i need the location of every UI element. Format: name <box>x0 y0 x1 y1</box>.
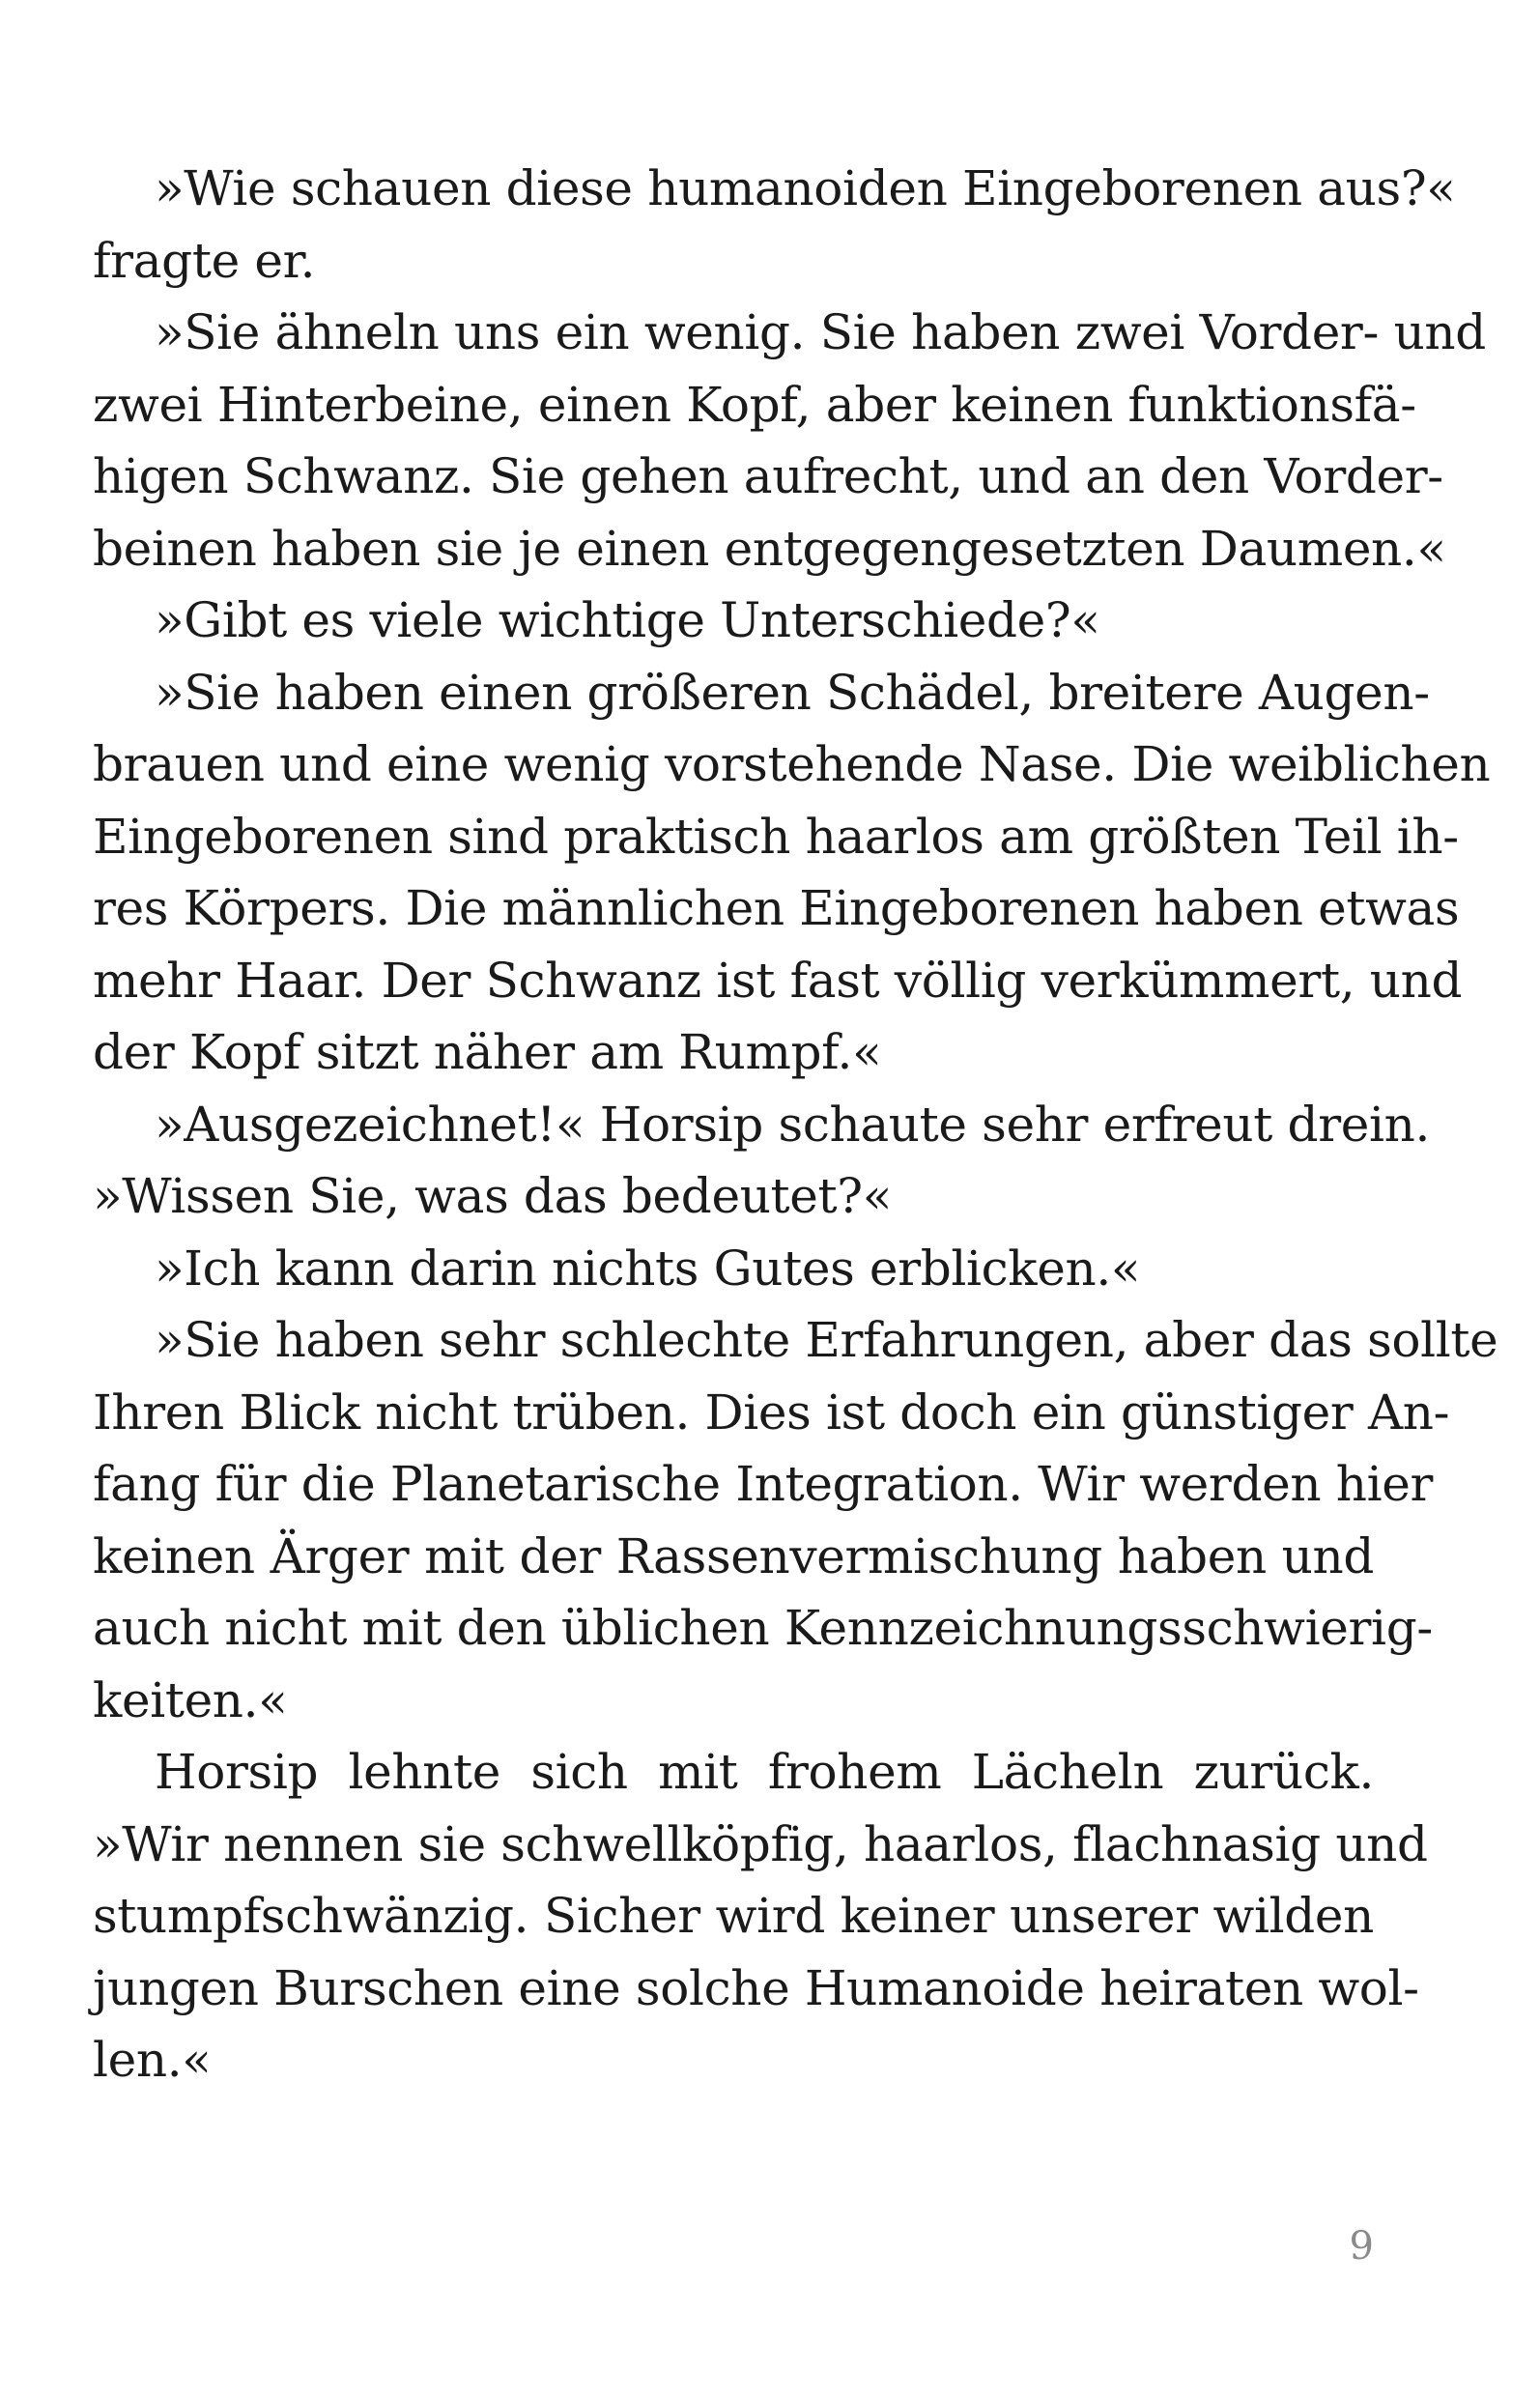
text-line: stumpfschwänzig. Sicher wird keiner unserer wilden <box>93 1888 1374 1944</box>
text-line: »Sie ähneln uns ein wenig. Sie haben zwei Vorder- und <box>155 304 1486 360</box>
text-line: res Körpers. Die männlichen Eingeborenen haben etwas <box>93 880 1460 936</box>
text-line: »Wir nennen sie schwellköpfig, haarlos, flachnasig und <box>93 1815 1428 1872</box>
text-line: brauen und eine wenig vorstehende Nase. Die weiblichen <box>93 736 1491 792</box>
text-line: beinen haben sie je einen entgegengesetzten Daumen.« <box>93 520 1446 577</box>
text-line: len.« <box>93 2032 212 2088</box>
text-line: higen Schwanz. Sie gehen aufrecht, und an den Vorder- <box>93 448 1443 504</box>
text-line: »Wie schauen diese humanoiden Eingeborenen aus?« <box>155 160 1456 216</box>
text-line: auch nicht mit den üblichen Kennzeichnungsschwierig- <box>93 1600 1433 1656</box>
text-line: fang für die Planetarische Integration. Wir werden hier <box>93 1456 1434 1512</box>
text-line: »Ausgezeichnet!« Horsip schaute sehr erfreut drein. <box>155 1096 1431 1153</box>
text-line: »Wissen Sie, was das bedeutet?« <box>93 1168 892 1224</box>
text-line: Horsip lehnte sich mit frohem Lächeln zurück. <box>155 1744 1374 1800</box>
text-line: jungen Burschen eine solche Humanoide heiraten wol- <box>93 1959 1419 2016</box>
text-line: »Sie haben sehr schlechte Erfahrungen, aber das sollte <box>155 1312 1498 1368</box>
page-number: 9 <box>1349 2224 1374 2268</box>
body-text <box>93 153 1498 2096</box>
text-line: der Kopf sitzt näher am Rumpf.« <box>93 1024 882 1080</box>
text-line: mehr Haar. Der Schwanz ist fast völlig verkümmert, und <box>93 952 1463 1009</box>
text-line: keiten.« <box>93 1671 288 1728</box>
text-line: »Sie haben einen größeren Schädel, breitere Augen- <box>155 664 1430 721</box>
text-line: fragte er. <box>93 232 316 289</box>
text-line: Ihren Blick nicht trüben. Dies ist doch ein günstiger An- <box>93 1383 1450 1440</box>
text-line: keinen Ärger mit der Rassenvermischung haben und <box>93 1527 1374 1584</box>
text-line: Eingeborenen sind praktisch haarlos am größten Teil ih- <box>93 808 1459 865</box>
text-line: »Gibt es viele wichtige Unterschiede?« <box>155 592 1100 648</box>
text-line: »Ich kann darin nichts Gutes erblicken.« <box>155 1240 1141 1297</box>
text-line: zwei Hinterbeine, einen Kopf, aber keinen funktionsfä- <box>93 376 1416 433</box>
